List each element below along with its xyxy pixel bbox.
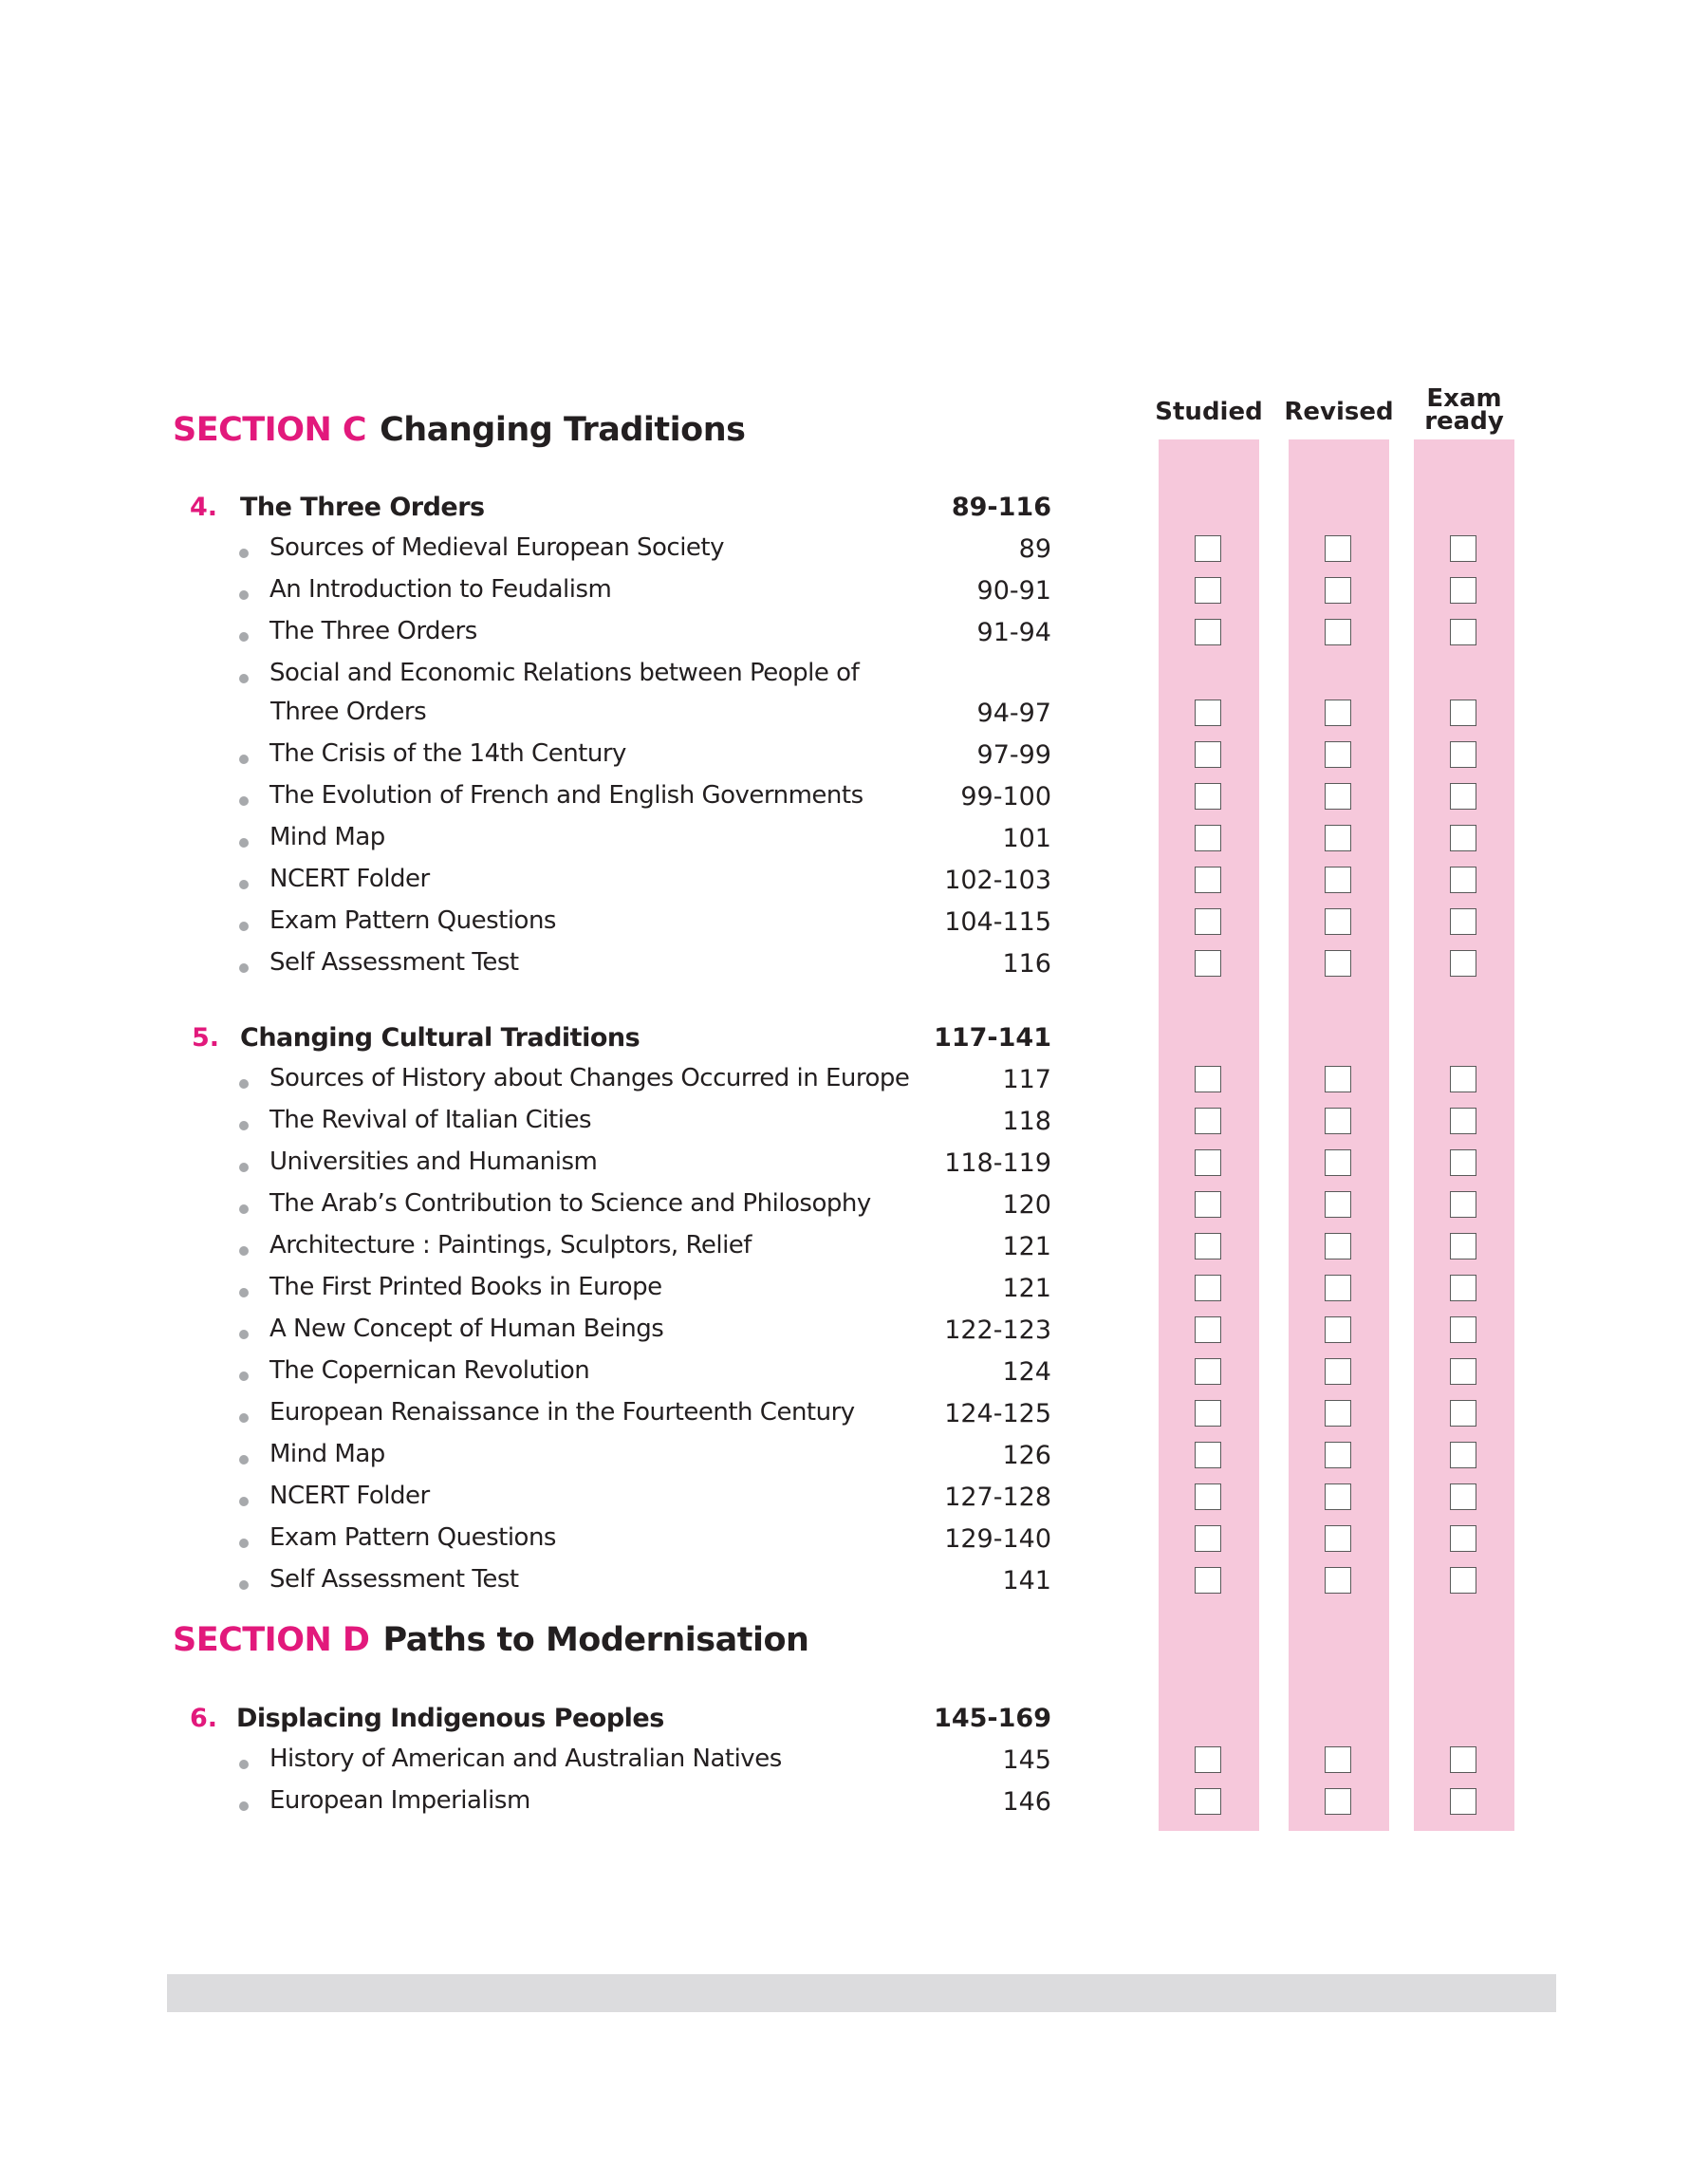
topic-title: Social and Economic Relations between People of xyxy=(269,659,860,687)
topic-page-range: 145 xyxy=(1002,1745,1051,1775)
exam-ready-checkbox[interactable] xyxy=(1450,1567,1476,1594)
revised-checkbox[interactable] xyxy=(1325,950,1351,977)
exam-ready-checkbox[interactable] xyxy=(1450,950,1476,977)
topic-title: NCERT Folder xyxy=(269,865,430,893)
studied-checkbox[interactable] xyxy=(1195,1358,1221,1385)
exam-ready-checkbox[interactable] xyxy=(1450,1746,1476,1773)
topic-page-range: 90-91 xyxy=(976,576,1051,606)
bullet xyxy=(239,1204,249,1214)
studied-checkbox[interactable] xyxy=(1195,1275,1221,1301)
chapter-number: 6. xyxy=(190,1704,218,1733)
studied-checkbox[interactable] xyxy=(1195,1788,1221,1815)
chapter-page-range: 89-116 xyxy=(951,493,1051,522)
bullet xyxy=(239,590,249,600)
revised-checkbox[interactable] xyxy=(1325,741,1351,768)
revised-checkbox[interactable] xyxy=(1325,1066,1351,1092)
topic-title: The Revival of Italian Cities xyxy=(269,1106,592,1134)
exam-ready-checkbox[interactable] xyxy=(1450,908,1476,935)
topic-title-continued: Three Orders xyxy=(270,698,427,726)
studied-column xyxy=(1159,439,1259,1831)
topic-title: Self Assessment Test xyxy=(269,948,519,977)
bullet xyxy=(239,838,249,848)
topic-title: Sources of Medieval European Society xyxy=(269,533,725,562)
topic-title: A New Concept of Human Beings xyxy=(269,1315,664,1343)
bullet xyxy=(239,674,249,683)
topic-page-range: 146 xyxy=(1002,1787,1051,1817)
topic-page-range: 94-97 xyxy=(976,699,1051,728)
topic-title: Mind Map xyxy=(269,1440,385,1468)
chapter-title: The Three Orders xyxy=(240,493,485,522)
topic-page-range: 121 xyxy=(1002,1232,1051,1261)
exam-ready-checkbox[interactable] xyxy=(1450,1358,1476,1385)
revised-checkbox[interactable] xyxy=(1325,1233,1351,1259)
topic-title: Architecture : Paintings, Sculptors, Relief xyxy=(269,1231,752,1259)
exam-ready-header-line2: ready xyxy=(1424,407,1504,436)
studied-checkbox[interactable] xyxy=(1195,577,1221,604)
chapter-number: 4. xyxy=(190,493,218,522)
exam-ready-checkbox[interactable] xyxy=(1450,1233,1476,1259)
revised-checkbox[interactable] xyxy=(1325,577,1351,604)
revised-checkbox[interactable] xyxy=(1325,700,1351,726)
exam-ready-checkbox[interactable] xyxy=(1450,1483,1476,1510)
topic-page-range: 118 xyxy=(1002,1107,1051,1136)
topic-page-range: 99-100 xyxy=(960,782,1051,812)
topic-title: The Copernican Revolution xyxy=(269,1356,590,1385)
studied-checkbox[interactable] xyxy=(1195,1191,1221,1218)
topic-page-range: 129-140 xyxy=(944,1524,1051,1554)
topic-title: Self Assessment Test xyxy=(269,1565,519,1594)
topic-title: The Evolution of French and English Governments xyxy=(269,781,863,810)
topic-page-range: 116 xyxy=(1002,949,1051,979)
topic-title: Sources of History about Changes Occurred in Europe xyxy=(269,1064,910,1092)
studied-checkbox[interactable] xyxy=(1195,908,1221,935)
exam-ready-checkbox[interactable] xyxy=(1450,1191,1476,1218)
bullet xyxy=(239,922,249,931)
chapter-page-range: 117-141 xyxy=(934,1023,1051,1053)
bullet xyxy=(239,1246,249,1256)
revised-checkbox[interactable] xyxy=(1325,1358,1351,1385)
topic-page-range: 120 xyxy=(1002,1190,1051,1220)
bullet xyxy=(239,755,249,764)
section-label: SECTION D xyxy=(173,1621,370,1659)
studied-checkbox[interactable] xyxy=(1195,1483,1221,1510)
topic-page-range: 141 xyxy=(1002,1566,1051,1595)
exam-ready-checkbox[interactable] xyxy=(1450,1108,1476,1134)
studied-checkbox[interactable] xyxy=(1195,741,1221,768)
revised-column xyxy=(1289,439,1389,1831)
revised-checkbox[interactable] xyxy=(1325,1442,1351,1468)
topic-title: European Renaissance in the Fourteenth Century xyxy=(269,1398,855,1427)
bullet xyxy=(239,632,249,642)
bullet xyxy=(239,549,249,558)
exam-ready-checkbox[interactable] xyxy=(1450,741,1476,768)
revised-checkbox[interactable] xyxy=(1325,535,1351,562)
topic-title: The First Printed Books in Europe xyxy=(269,1273,662,1301)
revised-checkbox[interactable] xyxy=(1325,908,1351,935)
section-heading xyxy=(173,411,745,449)
section-name: Paths to Modernisation xyxy=(382,1621,809,1659)
bullet xyxy=(239,1371,249,1381)
studied-checkbox[interactable] xyxy=(1195,1149,1221,1176)
bullet xyxy=(239,1497,249,1506)
exam-ready-header-line1: Exam xyxy=(1426,384,1502,413)
exam-ready-checkbox[interactable] xyxy=(1450,1149,1476,1176)
topic-title: The Three Orders xyxy=(269,617,477,645)
exam-ready-checkbox[interactable] xyxy=(1450,867,1476,893)
revised-checkbox[interactable] xyxy=(1325,1746,1351,1773)
topic-page-range: 124 xyxy=(1002,1357,1051,1387)
studied-checkbox[interactable] xyxy=(1195,1316,1221,1343)
revised-checkbox[interactable] xyxy=(1325,1400,1351,1427)
exam-ready-column xyxy=(1414,439,1514,1831)
revised-checkbox[interactable] xyxy=(1325,1275,1351,1301)
studied-checkbox[interactable] xyxy=(1195,950,1221,977)
revised-checkbox[interactable] xyxy=(1325,1788,1351,1815)
bullet xyxy=(239,1455,249,1465)
bullet xyxy=(239,1580,249,1590)
exam-ready-checkbox[interactable] xyxy=(1450,1316,1476,1343)
revised-checkbox[interactable] xyxy=(1325,1191,1351,1218)
exam-ready-checkbox[interactable] xyxy=(1450,535,1476,562)
studied-checkbox[interactable] xyxy=(1195,700,1221,726)
bullet xyxy=(239,880,249,889)
section-label: SECTION C xyxy=(173,411,367,449)
section-heading xyxy=(173,1621,808,1659)
topic-page-range: 89 xyxy=(1018,534,1051,564)
revised-checkbox[interactable] xyxy=(1325,867,1351,893)
chapter-title: Displacing Indigenous Peoples xyxy=(236,1704,664,1733)
bullet xyxy=(239,1288,249,1297)
studied-checkbox[interactable] xyxy=(1195,783,1221,810)
topic-page-range: 104-115 xyxy=(944,907,1051,937)
topic-title: Exam Pattern Questions xyxy=(269,1523,556,1552)
topic-page-range: 122-123 xyxy=(944,1315,1051,1345)
bullet xyxy=(239,1760,249,1769)
studied-checkbox[interactable] xyxy=(1195,1746,1221,1773)
topic-page-range: 127-128 xyxy=(944,1483,1051,1512)
topic-title: The Crisis of the 14th Century xyxy=(269,739,626,768)
studied-checkbox[interactable] xyxy=(1195,1233,1221,1259)
chapter-title: Changing Cultural Traditions xyxy=(240,1023,640,1053)
exam-ready-checkbox[interactable] xyxy=(1450,783,1476,810)
bullet xyxy=(239,1079,249,1089)
topic-page-range: 117 xyxy=(1002,1065,1051,1094)
studied-checkbox[interactable] xyxy=(1195,825,1221,851)
exam-ready-checkbox[interactable] xyxy=(1450,577,1476,604)
section-name: Changing Traditions xyxy=(380,411,746,449)
exam-ready-checkbox[interactable] xyxy=(1450,619,1476,645)
exam-ready-checkbox[interactable] xyxy=(1450,700,1476,726)
topic-title: The Arab’s Contribution to Science and Philosophy xyxy=(269,1189,871,1218)
revised-header: Revised xyxy=(1284,398,1394,426)
studied-checkbox[interactable] xyxy=(1195,1066,1221,1092)
bullet xyxy=(239,1163,249,1172)
topic-page-range: 118-119 xyxy=(944,1148,1051,1178)
studied-checkbox[interactable] xyxy=(1195,619,1221,645)
exam-ready-checkbox[interactable] xyxy=(1450,825,1476,851)
footer-bar xyxy=(167,1974,1556,2012)
topic-title: History of American and Australian Natives xyxy=(269,1745,782,1773)
bullet xyxy=(239,1539,249,1548)
topic-page-range: 126 xyxy=(1002,1441,1051,1470)
revised-checkbox[interactable] xyxy=(1325,1483,1351,1510)
exam-ready-checkbox[interactable] xyxy=(1450,1442,1476,1468)
topic-page-range: 124-125 xyxy=(944,1399,1051,1428)
revised-checkbox[interactable] xyxy=(1325,1108,1351,1134)
topic-page-range: 101 xyxy=(1002,824,1051,853)
revised-checkbox[interactable] xyxy=(1325,1316,1351,1343)
exam-ready-checkbox[interactable] xyxy=(1450,1788,1476,1815)
revised-checkbox[interactable] xyxy=(1325,619,1351,645)
studied-checkbox[interactable] xyxy=(1195,1400,1221,1427)
studied-checkbox[interactable] xyxy=(1195,1108,1221,1134)
bullet xyxy=(239,963,249,973)
topic-title: Mind Map xyxy=(269,823,385,851)
studied-checkbox[interactable] xyxy=(1195,1567,1221,1594)
exam-ready-checkbox[interactable] xyxy=(1450,1400,1476,1427)
revised-checkbox[interactable] xyxy=(1325,783,1351,810)
topic-title: NCERT Folder xyxy=(269,1482,430,1510)
studied-checkbox[interactable] xyxy=(1195,1442,1221,1468)
revised-checkbox[interactable] xyxy=(1325,1149,1351,1176)
bullet xyxy=(239,1801,249,1811)
topic-title: An Introduction to Feudalism xyxy=(269,575,612,604)
topic-page-range: 91-94 xyxy=(976,618,1051,647)
bullet xyxy=(239,796,249,806)
revised-checkbox[interactable] xyxy=(1325,1567,1351,1594)
bullet xyxy=(239,1330,249,1339)
studied-checkbox[interactable] xyxy=(1195,867,1221,893)
topic-page-range: 102-103 xyxy=(944,866,1051,895)
topic-title: Universities and Humanism xyxy=(269,1147,598,1176)
exam-ready-checkbox[interactable] xyxy=(1450,1066,1476,1092)
studied-header: Studied xyxy=(1155,398,1263,426)
studied-checkbox[interactable] xyxy=(1195,1525,1221,1552)
topic-title: European Imperialism xyxy=(269,1786,530,1815)
revised-checkbox[interactable] xyxy=(1325,1525,1351,1552)
chapter-page-range: 145-169 xyxy=(934,1704,1051,1733)
topic-page-range: 121 xyxy=(1002,1274,1051,1303)
chapter-number: 5. xyxy=(192,1023,220,1053)
exam-ready-header xyxy=(1398,384,1531,436)
bullet xyxy=(239,1413,249,1423)
topic-page-range: 97-99 xyxy=(976,740,1051,770)
topic-title: Exam Pattern Questions xyxy=(269,906,556,935)
bullet xyxy=(239,1121,249,1130)
revised-checkbox[interactable] xyxy=(1325,825,1351,851)
exam-ready-checkbox[interactable] xyxy=(1450,1525,1476,1552)
studied-checkbox[interactable] xyxy=(1195,535,1221,562)
exam-ready-checkbox[interactable] xyxy=(1450,1275,1476,1301)
